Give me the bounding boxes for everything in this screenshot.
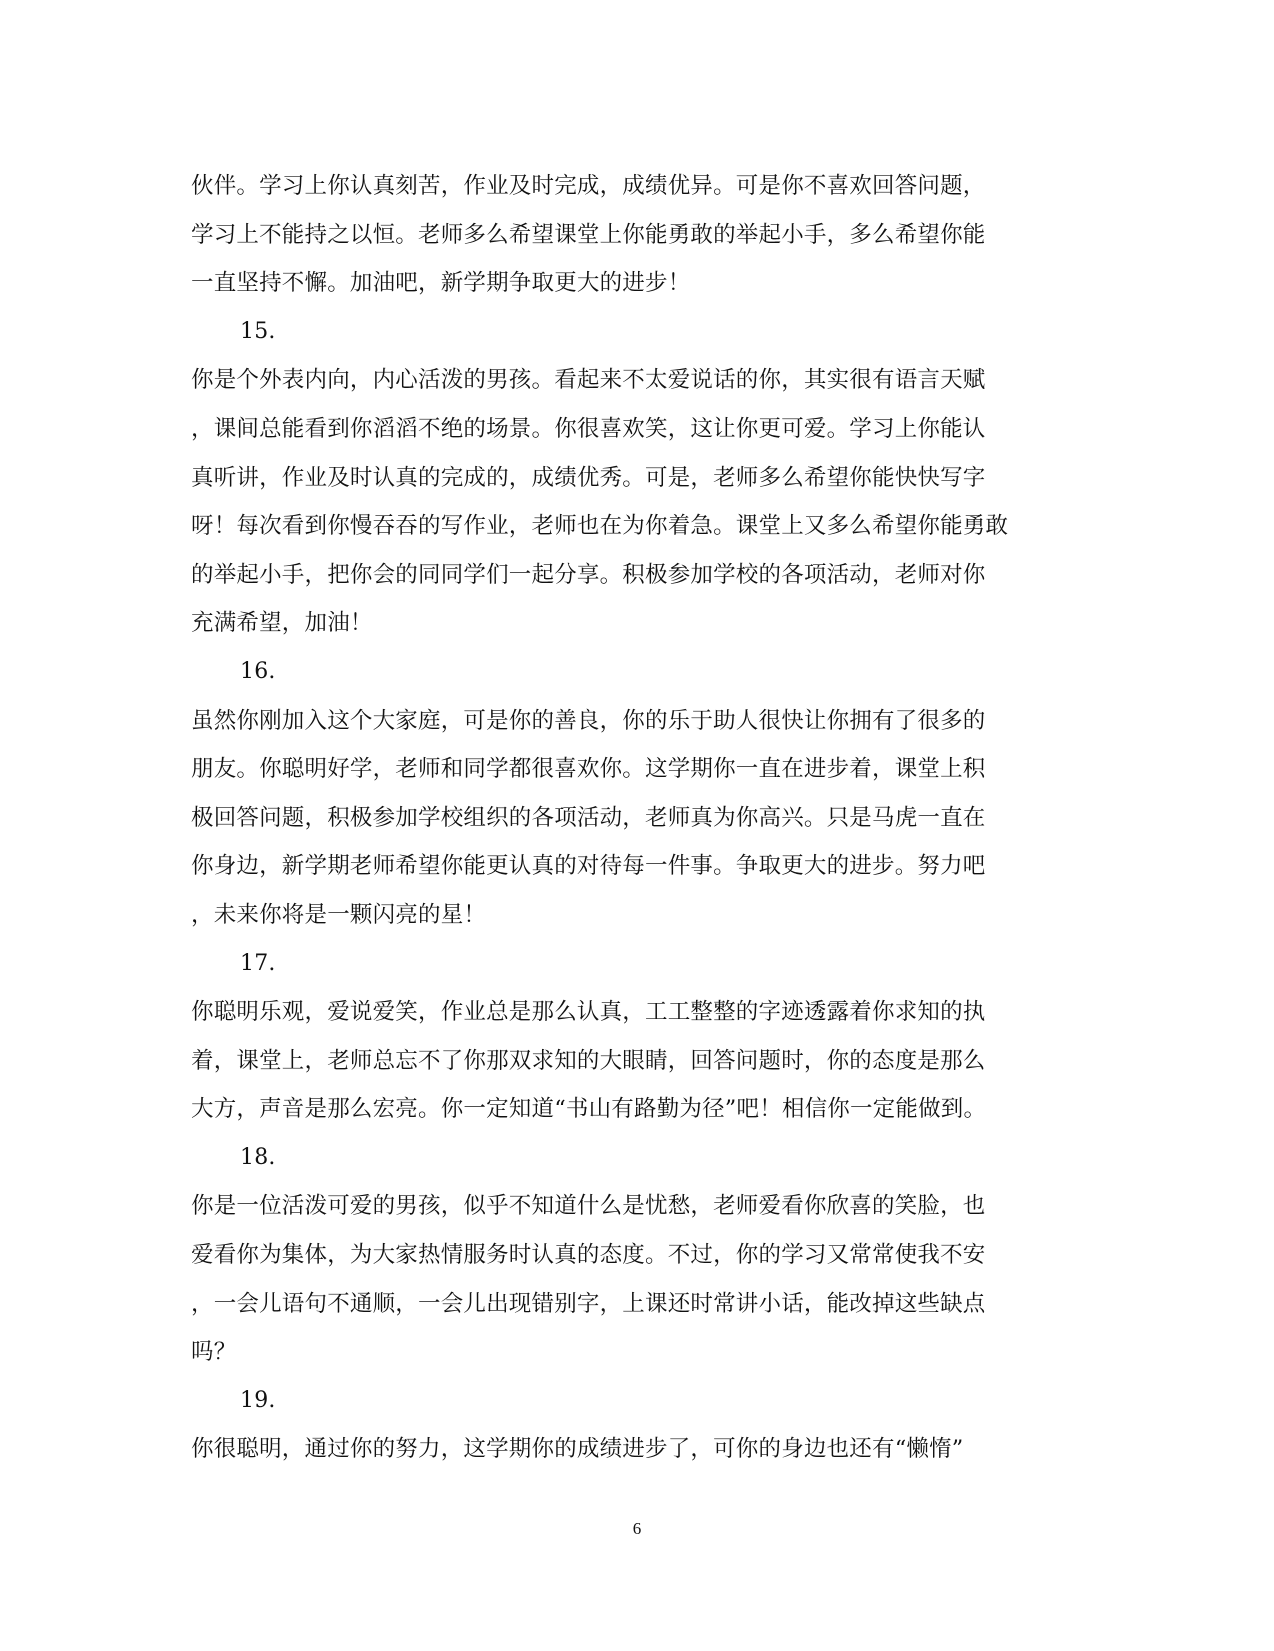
text-line: ，未来你将是一颗闪亮的星！ — [191, 901, 487, 928]
item-number: 16. — [240, 658, 276, 684]
text-line: 充满希望，加油！ — [191, 610, 373, 637]
item-number: 19. — [240, 1387, 276, 1413]
text-line: 真听讲，作业及时认真的完成的，成绩优秀。可是，老师多么希望你能快快写字 — [191, 464, 986, 491]
text-line: 大方，声音是那么宏亮。你一定知道“书山有路勤为径”吧！相信你一定能做到。 — [191, 1096, 987, 1123]
text-line: 虽然你刚加入这个大家庭，可是你的善良，你的乐于助人很快让你拥有了很多的 — [191, 707, 986, 734]
text-line: 你很聪明，通过你的努力，这学期你的成绩进步了，可你的身边也还有“懒惰” — [191, 1436, 964, 1463]
text-line: 的举起小手，把你会的同同学们一起分享。积极参加学校的各项活动，老师对你 — [191, 561, 986, 588]
text-line: 学习上不能持之以恒。老师多么希望课堂上你能勇敢的举起小手，多么希望你能 — [191, 221, 986, 248]
page-number: 6 — [632, 1519, 642, 1538]
item-number: 18. — [240, 1144, 276, 1170]
text-line: 爱看你为集体，为大家热情服务时认真的态度。不过，你的学习又常常使我不安 — [191, 1242, 986, 1269]
text-line: 你聪明乐观，爱说爱笑，作业总是那么认真，工工整整的字迹透露着你求知的执 — [191, 999, 986, 1026]
text-line: 呀！每次看到你慢吞吞的写作业，老师也在为你着急。课堂上又多么希望你能勇敢 — [191, 513, 1009, 540]
text-line: ，一会儿语句不通顺，一会儿出现错别字，上课还时常讲小话，能改掉这些缺点 — [191, 1290, 986, 1317]
text-line: 着，课堂上，老师总忘不了你那双求知的大眼睛，回答问题时，你的态度是那么 — [191, 1047, 986, 1074]
text-line: 极回答问题，积极参加学校组织的各项活动，老师真为你高兴。只是马虎一直在 — [191, 804, 986, 831]
item-number: 17. — [240, 950, 276, 976]
text-line: ，课间总能看到你滔滔不绝的场景。你很喜欢笑，这让你更可爱。学习上你能认 — [191, 415, 986, 442]
text-line: 你身边，新学期老师希望你能更认真的对待每一件事。争取更大的进步。努力吧 — [191, 853, 986, 880]
text-line: 朋友。你聪明好学，老师和同学都很喜欢你。这学期你一直在进步着，课堂上积 — [191, 756, 986, 783]
document-body — [191, 162, 1091, 1474]
text-line: 吗？ — [191, 1339, 237, 1366]
item-number: 15. — [240, 318, 276, 344]
text-line: 伙伴。学习上你认真刻苦，作业及时完成，成绩优异。可是你不喜欢回答问题， — [191, 173, 986, 199]
text-line: 一直坚持不懈。加油吧，新学期争取更大的进步！ — [191, 270, 691, 297]
text-line: 你是一位活泼可爱的男孩，似乎不知道什么是忧愁，老师爱看你欣喜的笑脸，也 — [191, 1193, 986, 1220]
text-line: 你是个外表内向，内心活泼的男孩。看起来不太爱说话的你，其实很有语言天赋 — [191, 367, 986, 394]
